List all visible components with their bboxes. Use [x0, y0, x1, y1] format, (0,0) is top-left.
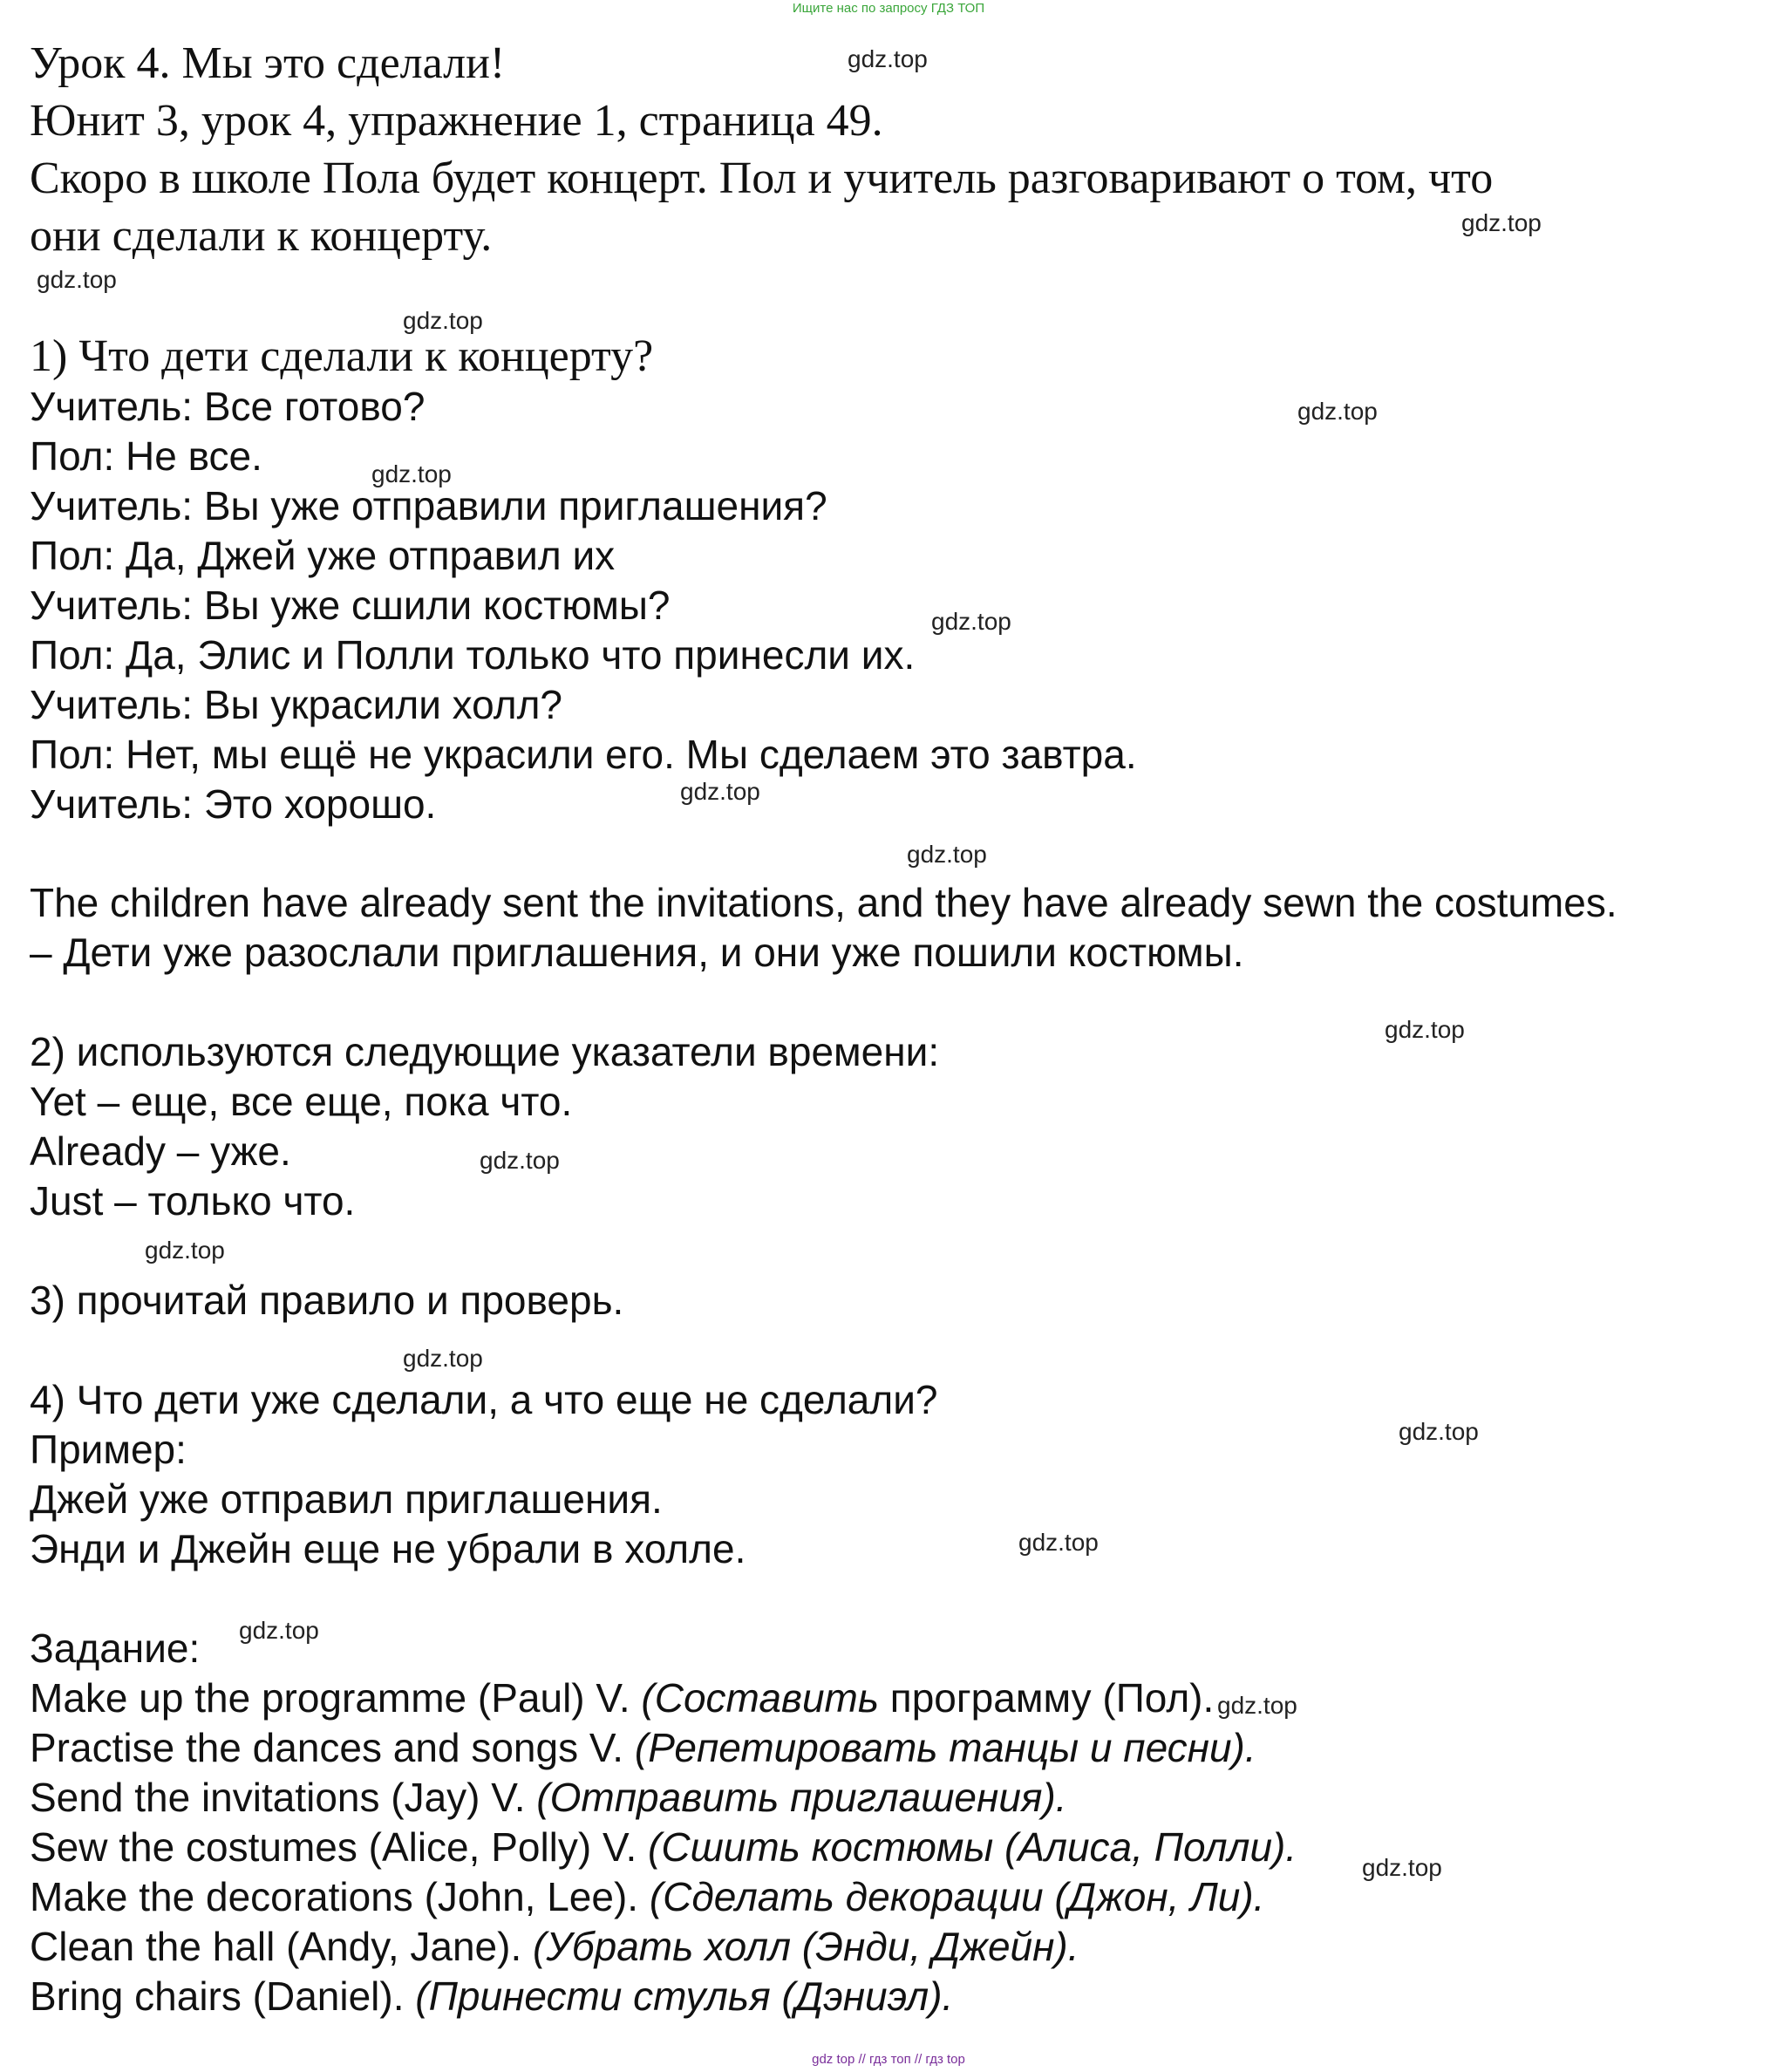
task-item — [30, 1922, 1079, 1971]
watermark: gdz.top — [1461, 209, 1542, 236]
watermark: gdz.top — [931, 608, 1011, 635]
example-label: Пример: — [30, 1427, 187, 1472]
section-4-title: 4) Что дети уже сделали, а что еще не сделали? — [30, 1377, 938, 1422]
watermark: gdz.top — [907, 841, 987, 868]
section-2-title: 2) используются следующие указатели времени: — [30, 1029, 940, 1074]
task-item-ru-italic: (Убрать холл (Энди, Джейн). — [533, 1924, 1079, 1969]
dialogue-line: Учитель: Все готово? — [30, 384, 426, 429]
watermark: gdz.top — [371, 460, 452, 487]
task-item — [30, 1673, 1214, 1722]
section-3-title: 3) прочитай правило и проверь. — [30, 1278, 624, 1323]
lesson-subtitle: Юнит 3, урок 4, упражнение 1, страница 49. — [30, 96, 883, 146]
task-item-ru-italic: (Сделать декорации (Джон, Ли). — [649, 1874, 1265, 1919]
task-item — [30, 1823, 1297, 1871]
watermark: gdz.top — [403, 307, 483, 334]
lesson-title: Урок 4. Мы это сделали! — [30, 38, 506, 88]
task-item — [30, 1723, 1256, 1772]
answer-en: The children have already sent the invitations, and they have already sewn the costumes. — [30, 880, 1617, 925]
watermark: gdz.top — [848, 45, 928, 72]
watermark: gdz.top — [1385, 1016, 1465, 1043]
task-item-en: Make the decorations (John, Lee). — [30, 1874, 650, 1919]
task-item — [30, 1773, 1067, 1822]
task-item-ru-italic: (Сшить костюмы (Алиса, Полли). — [648, 1824, 1297, 1870]
task-item-en: Clean the hall (Andy, Jane). — [30, 1924, 534, 1969]
example-item: Энди и Джейн еще не убрали в холле. — [30, 1526, 746, 1571]
dialogue-line: Пол: Да, Джей уже отправил их — [30, 533, 616, 578]
task-label: Задание: — [30, 1626, 201, 1671]
dialogue-line: Пол: Не все. — [30, 433, 262, 479]
watermark: gdz.top — [1217, 1692, 1297, 1719]
watermark: gdz.top — [145, 1237, 225, 1264]
task-item-ru-italic: (Отправить приглашения). — [536, 1775, 1067, 1820]
watermark: gdz.top — [1399, 1418, 1479, 1445]
top-banner: Ищите нас по запросу ГДЗ ТОП — [792, 1, 985, 16]
dialogue-line: Пол: Нет, мы ещё не украсили его. Мы сделаем это завтра. — [30, 732, 1137, 777]
watermark: gdz.top — [239, 1617, 319, 1644]
time-marker-item: Yet – еще, все еще, пока что. — [30, 1079, 573, 1124]
dialogue-line: Учитель: Вы уже отправили приглашения? — [30, 483, 827, 528]
example-item: Джей уже отправил приглашения. — [30, 1476, 663, 1522]
intro-line-2: они сделали к концерту. — [30, 211, 493, 261]
task-item-en: Send the invitations (Jay) V. — [30, 1775, 537, 1820]
watermark: gdz.top — [37, 266, 117, 293]
answer-ru: – Дети уже разослали приглашения, и они уже пошили костюмы. — [30, 930, 1244, 975]
task-item-en: Sew the costumes (Alice, Polly) V. — [30, 1824, 649, 1870]
task-item-en: Bring chairs (Daniel). — [30, 1973, 416, 2019]
dialogue-line: Учитель: Вы уже сшили костюмы? — [30, 583, 671, 628]
watermark: gdz.top — [1018, 1529, 1099, 1556]
dialogue-line: Учитель: Вы украсили холл? — [30, 682, 563, 727]
task-item-ru-italic: (Репетировать танцы и песни). — [634, 1725, 1256, 1770]
task-item-en: Practise the dances and songs V. — [30, 1725, 635, 1770]
watermark: gdz.top — [480, 1147, 560, 1174]
task-item-en: Make up the programme (Paul) V. — [30, 1675, 642, 1721]
task-item-ru-italic: (Составить — [641, 1675, 880, 1721]
dialogue-line: Пол: Да, Элис и Полли только что принесли их. — [30, 632, 916, 678]
watermark: gdz.top — [1362, 1854, 1442, 1881]
time-marker-item: Already – уже. — [30, 1128, 291, 1174]
footer: gdz top // гдз топ // гдз top — [812, 2052, 965, 2067]
section-1-title: 1) Что дети сделали к концерту? — [30, 331, 654, 381]
time-marker-item: Just – только что. — [30, 1178, 356, 1223]
watermark: gdz.top — [680, 778, 760, 805]
dialogue-line: Учитель: Это хорошо. — [30, 781, 437, 827]
task-item-ru-plain: программу (Пол). — [879, 1675, 1215, 1721]
task-item-ru-italic: (Принести стулья (Дэниэл). — [415, 1973, 954, 2019]
intro-line-1: Скоро в школе Пола будет концерт. Пол и учитель разговаривают о том, что — [30, 153, 1494, 203]
watermark: gdz.top — [403, 1345, 483, 1372]
task-item — [30, 1972, 953, 2021]
task-item — [30, 1872, 1264, 1921]
watermark: gdz.top — [1297, 398, 1378, 425]
